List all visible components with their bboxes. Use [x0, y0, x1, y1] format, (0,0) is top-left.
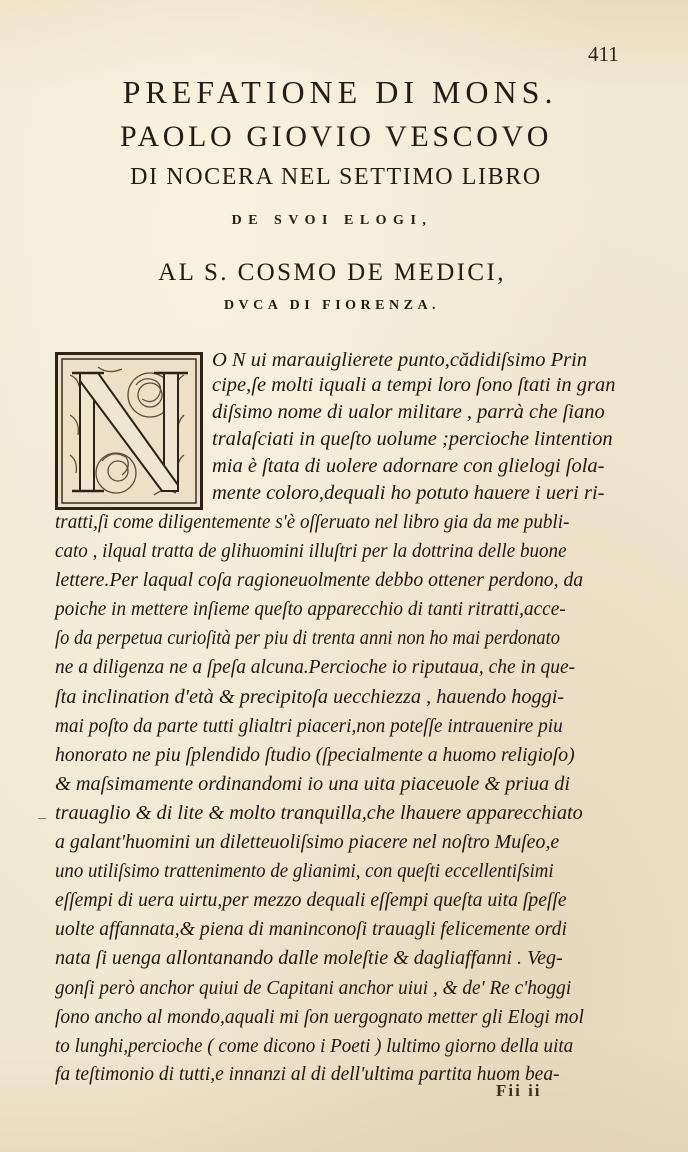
- body-line: diſsimo nome di ualor militare , parrà che ſiano: [212, 401, 605, 423]
- body-line: a galant'huomini un diletteuoliſsimo piacere nel noſtro Muſeo,e: [55, 831, 560, 853]
- body-line: mente coloro,dequali ho potuto hauere i ueri ri-: [212, 482, 605, 504]
- title-line-3: DI NOCERA NEL SETTIMO LIBRO: [130, 164, 542, 190]
- body-line: & maſsimamente ordinandomi io una uita piaceuole & priua di: [55, 773, 571, 795]
- body-line: ſo da perpetua curioſità per piu di trenta anni non ho mai perdonato: [55, 627, 560, 649]
- body-line: uolte affannata,& piena di maninconoſi trauagli felicemente ordi: [55, 918, 567, 940]
- page-number: 411: [588, 42, 619, 66]
- title-line-2: PAOLO GIOVIO VESCOVO: [119, 120, 553, 153]
- body-line: fa teſtimonio di tutti,e innanzi al di dell'ultima partita huom bea-: [55, 1063, 560, 1085]
- body-line: tratti,ſi come diligentemente s'è oſſeruato nel libro gia da me publi-: [55, 511, 570, 533]
- dedication-subheading: DVCA DI FIORENZA.: [223, 298, 441, 313]
- body-line: mia è ſtata di uolere adornare con glielogi ſola-: [212, 455, 605, 477]
- body-line: ſta inclination d'età & precipitoſa uecchiezza , hauendo hoggi-: [55, 686, 565, 708]
- body-line: ne a diligenza ne a ſpeſa alcuna.Percioche io riputaua, che in que-: [55, 656, 576, 678]
- body-line: lettere.Per laqual coſa ragioneuolmente debbo ottener perdono, da: [55, 569, 584, 591]
- body-line: tralaſciati in queſto uolume ;percioche lintention: [212, 428, 613, 450]
- body-line: uno utiliſsimo trattenimento de glianimi, con queſti eccellentiſsimi: [55, 860, 554, 882]
- body-line: ſono ancho al mondo,aquali mi ſon uergognato metter gli Elogi mol: [55, 1006, 584, 1028]
- signature-mark: Fii ii: [496, 1081, 542, 1100]
- body-line: gonſi però anchor quiui de Capitani anchor uiui , & de' Re c'hoggi: [55, 977, 572, 999]
- body-line: honorato ne piu ſplendido ſtudio (ſpecialmente a huomo religioſo): [55, 744, 575, 766]
- margin-mark: [38, 818, 46, 819]
- ornamental-initial-N-icon: [58, 355, 200, 507]
- body-line: to lunghi,percioche ( come dicono i Poeti ) lultimo giorno della uita: [55, 1035, 574, 1057]
- body-line: poiche in mettere inſieme queſto apparecchio di tanti ritratti,acce-: [55, 598, 566, 620]
- body-line: nata ſi uenga allontanando dalle moleſtie & dagliaffanni . Veg-: [55, 947, 563, 969]
- title-line-1: PREFATIONE DI MONS.: [122, 74, 558, 110]
- title-line-4: DE SVOI ELOGI,: [231, 213, 433, 228]
- body-line: O N ui marauiglierete punto,cădidiſsimo Prin: [212, 349, 588, 371]
- drop-cap: [55, 352, 203, 510]
- body-line: trauaglio & di lite & molto tranquilla,che lhauere apparecchiato: [55, 802, 583, 824]
- body-line: mai poſto da parte tutti glialtri piaceri,non poteſſe intrauenire piu: [55, 715, 563, 737]
- body-line: cato , ilqual tratta de glihuomini illuſtri per la dottrina delle buone: [55, 540, 567, 562]
- dedication-heading: AL S. COSMO DE MEDICI,: [158, 259, 506, 286]
- body-line: eſſempi di uera uirtu,per mezzo dequali eſſempi queſta uita ſpeſſe: [55, 889, 567, 911]
- body-line: cipe,ſe molti iquali a tempi loro ſono ſtati in gran: [212, 374, 616, 396]
